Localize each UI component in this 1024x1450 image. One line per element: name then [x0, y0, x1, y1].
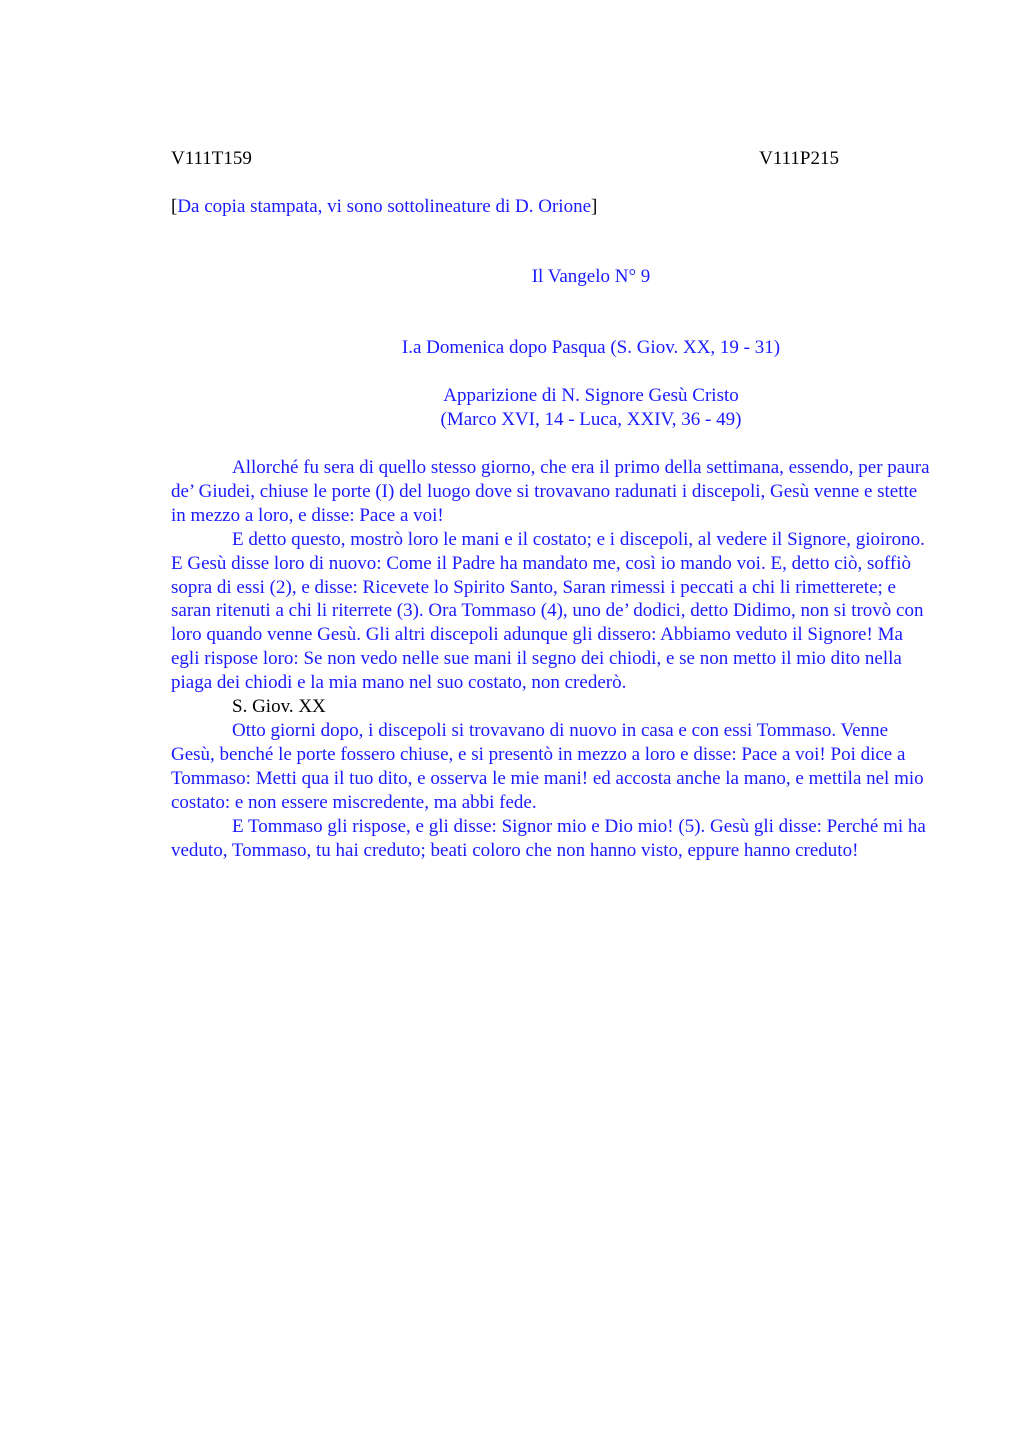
section-heading-line2: (Marco XVI, 14 - Luca, XXIV, 36 - 49) [440, 409, 742, 430]
section-heading-line1: Apparizione di N. Signore Gesù Cristo [443, 385, 739, 406]
document-subtitle: I.a Domenica dopo Pasqua (S. Giov. XX, 19 - 31) [401, 337, 781, 358]
gospel-text [171, 456, 931, 862]
paragraph-3: Otto giorni dopo, i discepoli si trovavano di nuovo in casa e con essi Tommaso. Venne Gesù, benché le porte fossero chiuse, e si presentò in mezzo a loro e disse: Pace a voi! Poi dice a Tommaso: Metti qua il tuo dito, e osserva le mie mani! ed accosta anche la mano, e mettila nel mio costato: e non essere miscredente, ma abbi fede. [171, 719, 924, 813]
paragraph-1: Allorché fu sera di quello stesso giorno, che era il primo della settimana, essendo, per paura de’ Giudei, chiuse le porte (I) del luogo dove si trovavano radunati i discepoli, Gesù venne e stette in mezzo a loro, e disse: Pace a voi! [171, 457, 930, 526]
note-open-bracket: [ [171, 196, 178, 217]
scripture-reference: S. Giov. XX [232, 696, 326, 718]
paragraph-4: E Tommaso gli rispose, e gli disse: Signor mio e Dio mio! (5). Gesù gli disse: Perché mi ha veduto, Tommaso, tu hai creduto; beati coloro che non hanno visto, eppure hanno creduto! [171, 815, 926, 861]
section-heading [171, 384, 931, 432]
document-page [171, 147, 931, 862]
note-text: Da copia stampata, vi sono sottolineature di D. Orione [177, 196, 592, 217]
paragraph-2: E detto questo, mostrò loro le mani e il costato; e i discepoli, al vedere il Signore, gioirono. E Gesù disse loro di nuovo: Come il Padre ha mandato me, così io mando voi. E, detto ciò, soffiò sopra di essi (2), e disse: Ricevete lo Spirito Santo, Saran rimessi i peccati a chi li rimetterete; e saran ritenuti a chi li riterrete (3). Ora Tommaso (4), uno de’ dodici, detto Didimo, non si trovò con loro quando venne Gesù. Gli altri discepoli adunque gli dissero: Abbiamo veduto il Signore! Ma egli rispose loro: Se non vedo nelle sue mani il segno dei chiodi, e se non metto il mio dito nella piaga dei chiodi e la mia mano nel suo costato, non crederò. [171, 528, 925, 694]
header-row [171, 147, 839, 171]
note-close-bracket: ] [591, 196, 598, 217]
document-title: Il Vangelo N° 9 [531, 266, 651, 287]
editor-note [171, 195, 931, 219]
left-code: V111T159 [171, 148, 252, 169]
right-code: V111P215 [759, 148, 839, 169]
